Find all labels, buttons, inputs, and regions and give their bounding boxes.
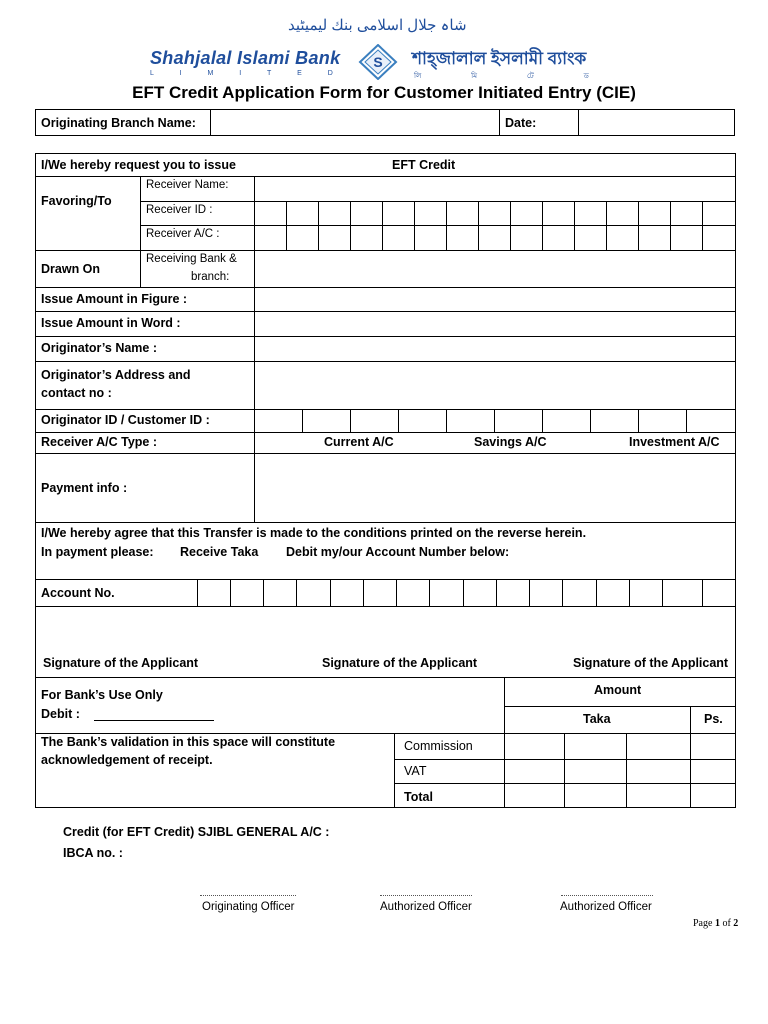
signature-2: Signature of the Applicant [322,656,478,670]
authorized-officer-label-2: Authorized Officer [560,901,652,913]
payment-info-label: Payment info : [41,481,128,495]
page-total: 2 [733,918,739,929]
arabic-bank-name: شاہ جلال اسلامی بنك لیمیٹید [288,17,467,34]
amount-word-label: Issue Amount in Word : [41,316,181,330]
taka-header: Taka [583,712,611,726]
agree-text: I/We hereby agree that this Transfer is made to the conditions printed on the reverse herein. [41,526,587,540]
account-no-boxes[interactable] [197,579,736,606]
originator-address-field[interactable] [255,362,735,408]
ibca-no-label: IBCA no. : [63,846,123,860]
originating-branch-label: Originating Branch Name: [41,115,196,130]
favoring-to-label: Favoring/To [41,194,112,208]
receiver-name-field[interactable] [255,177,735,200]
validation-text-2: acknowledgement of receipt. [41,753,213,767]
bank-use-label: For Bank’s Use Only [41,688,163,702]
amount-figure-label: Issue Amount in Figure : [41,292,188,306]
receiver-ac-boxes[interactable] [254,225,736,250]
payment-info-field[interactable] [255,454,735,521]
commission-label: Commission [404,739,473,753]
originator-address-label: Originator’s Address and [41,368,191,382]
eft-credit-label: EFT Credit [392,158,456,172]
receiving-bank-field[interactable] [255,251,735,286]
date-field[interactable] [579,110,735,136]
originating-officer-label: Originating Officer [202,901,295,913]
signature-area[interactable] [36,607,735,657]
receiver-id-boxes[interactable] [254,201,736,225]
page-of: of [722,918,731,929]
page-current: 1 [714,918,720,929]
receiver-id-label: Receiver ID : [146,204,213,216]
receiver-ac-label: Receiver A/C : [146,228,220,240]
form-title: EFT Credit Application Form for Customer Initiated Entry (CIE) [132,83,636,102]
bank-name-english: Shahjalal Islami Bank [150,48,341,68]
originating-branch-field[interactable] [211,110,500,136]
originator-id-boxes[interactable] [254,409,736,432]
bank-name-bangla-limited: লি মি টে ড [414,73,613,80]
signature-3: Signature of the Applicant [573,656,729,670]
authorized-officer-line-2[interactable] [561,895,653,896]
amount-figure-field[interactable] [255,288,735,310]
bank-name-bangla: শাহ্জালাল ইসলামী ব্যাংক [412,49,587,68]
svg-text:S: S [373,54,383,70]
ps-header: Ps. [704,712,723,726]
validation-text-1: The Bank’s validation in this space will constitute [41,735,336,749]
receive-taka-label: Receive Taka [180,545,259,559]
branch-date-table [35,109,735,136]
signature-1: Signature of the Applicant [43,656,199,670]
credit-line: Credit (for EFT Credit) SJIBL GENERAL A/C : [63,825,330,839]
current-ac-option[interactable]: Current A/C [324,435,394,449]
date-label: Date: [505,115,537,130]
authorized-officer-line-1[interactable] [380,895,472,896]
page-label: Page [693,918,713,929]
debit-line[interactable] [94,720,214,721]
receiving-bank-label: Receiving Bank & [146,253,237,265]
drawn-on-label: Drawn On [41,262,101,276]
vat-label: VAT [404,764,427,778]
in-payment-label: In payment please: [41,545,154,559]
originator-name-label: Originator’s Name : [41,341,157,355]
total-label: Total [404,790,433,804]
account-no-label: Account No. [41,586,115,600]
page-number [693,918,738,929]
bank-name-limited: L I M I T E D [150,70,345,77]
amount-word-field[interactable] [255,312,735,335]
debit-label: Debit : [41,707,80,721]
amount-header: Amount [594,683,642,697]
investment-ac-option[interactable]: Investment A/C [629,435,720,449]
receiver-name-label: Receiver Name: [146,179,229,191]
originating-officer-line[interactable] [200,895,296,896]
originator-id-label: Originator ID / Customer ID : [41,413,210,427]
debit-account-text: Debit my/our Account Number below: [286,545,510,559]
branch-label: branch: [191,271,230,283]
bank-logo-icon [358,44,398,80]
originator-contact-label: contact no : [41,386,112,400]
authorized-officer-label-1: Authorized Officer [380,901,472,913]
receiver-ac-type-label: Receiver A/C Type : [41,435,158,449]
savings-ac-option[interactable]: Savings A/C [474,435,547,449]
request-text: I/We hereby request you to issue [41,158,236,172]
originator-name-field[interactable] [255,337,735,360]
